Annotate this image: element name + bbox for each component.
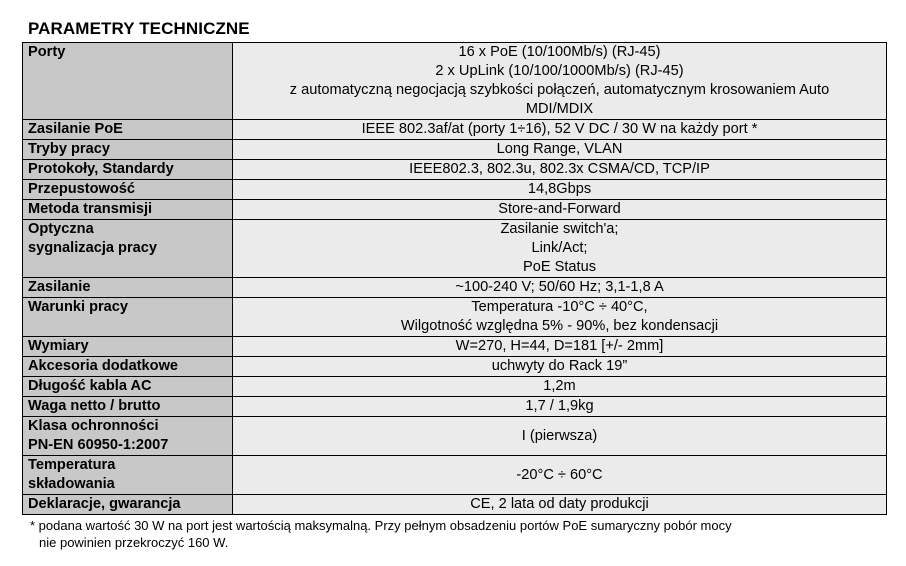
label-line: Temperatura [28, 457, 116, 473]
value-line: IEEE802.3, 802.3u, 802.3x CSMA/CD, TCP/IP [409, 161, 710, 177]
footnote-line: * podana wartość 30 W na port jest wartością maksymalną. Przy pełnym obsadzeniu portów PoE sumaryczny pobór mocy [30, 518, 732, 533]
label-line: Akcesoria dodatkowe [28, 358, 179, 374]
row-value [233, 357, 887, 377]
label-line: składowania [28, 476, 115, 492]
row-value [233, 120, 887, 140]
value-line: PoE Status [522, 259, 596, 275]
row-label [23, 200, 233, 220]
row-label [23, 456, 233, 495]
row-label [23, 417, 233, 456]
table-row [23, 456, 887, 495]
table-row [23, 220, 887, 278]
table-row [23, 43, 887, 120]
row-value [233, 417, 887, 456]
row-value [233, 377, 887, 397]
row-label [23, 120, 233, 140]
label-line: Zasilanie PoE [28, 121, 123, 137]
row-label [23, 180, 233, 200]
table-row [23, 140, 887, 160]
label-line: Optyczna [28, 221, 94, 237]
label-line: Tryby pracy [28, 141, 110, 157]
label-line: Deklaracje, gwarancja [28, 496, 181, 512]
value-line: uchwyty do Rack 19” [491, 358, 628, 374]
row-label [23, 377, 233, 397]
table-row [23, 377, 887, 397]
value-line: I (pierwsza) [521, 427, 598, 444]
row-value [233, 456, 887, 495]
value-line: Long Range, VLAN [496, 141, 623, 157]
table-row [23, 120, 887, 140]
row-value [233, 495, 887, 515]
label-line: Długość kabla AC [28, 378, 152, 394]
table-row [23, 397, 887, 417]
label-line: Waga netto / brutto [28, 398, 161, 414]
value-line: ~100-240 V; 50/60 Hz; 3,1-1,8 A [455, 279, 664, 295]
row-label [23, 397, 233, 417]
row-value [233, 337, 887, 357]
value-line: IEEE 802.3af/at (porty 1÷16), 52 V DC / 30 W na każdy port * [361, 121, 758, 137]
row-label [23, 160, 233, 180]
table-row [23, 337, 887, 357]
specifications-table [22, 42, 887, 515]
value-line: CE, 2 lata od daty produkcji [470, 496, 649, 512]
row-label [23, 337, 233, 357]
label-line: Protokoły, Standardy [28, 161, 174, 177]
value-line: Temperatura -10°C ÷ 40°C, [471, 299, 648, 315]
footnote [30, 517, 732, 551]
row-label [23, 220, 233, 278]
label-line: Wymiary [28, 338, 89, 354]
table-row [23, 200, 887, 220]
value-line: 1,7 / 1,9kg [525, 398, 594, 414]
value-line: Zasilanie switch'a; [500, 221, 619, 237]
row-value [233, 140, 887, 160]
row-value [233, 180, 887, 200]
table-row [23, 160, 887, 180]
value-line: 14,8Gbps [527, 181, 592, 197]
table-row [23, 180, 887, 200]
table-row [23, 417, 887, 456]
value-line: 16 x PoE (10/100Mb/s) (RJ-45) [458, 44, 661, 60]
label-line: sygnalizacja pracy [28, 240, 157, 256]
value-line: -20°C ÷ 60°C [516, 466, 603, 483]
row-value [233, 160, 887, 180]
row-label [23, 298, 233, 337]
value-line: Wilgotność względna 5% - 90%, bez kondensacji [400, 318, 719, 334]
row-value [233, 43, 887, 120]
row-label [23, 357, 233, 377]
row-label [23, 43, 233, 120]
label-line: Metoda transmisji [28, 201, 153, 217]
footnote-line: nie powinien przekroczyć 160 W. [39, 535, 229, 550]
label-line: Warunki pracy [28, 299, 129, 315]
section-title: PARAMETRY TECHNICZNE [28, 19, 250, 38]
label-line: Zasilanie [28, 279, 91, 295]
table-row [23, 357, 887, 377]
value-line: W=270, H=44, D=181 [+/- 2mm] [455, 338, 664, 354]
table-row [23, 495, 887, 515]
row-label [23, 140, 233, 160]
value-line: z automatyczną negocjacją szybkości połączeń, automatycznym krosowaniem Auto [289, 82, 830, 98]
value-line: Link/Act; [531, 240, 588, 256]
table-row [23, 278, 887, 298]
label-line: Przepustowość [28, 181, 136, 197]
row-label [23, 278, 233, 298]
row-value [233, 397, 887, 417]
value-line: 1,2m [543, 378, 576, 394]
label-line: PN-EN 60950-1:2007 [28, 437, 169, 453]
row-value [233, 200, 887, 220]
row-value [233, 298, 887, 337]
row-value [233, 220, 887, 278]
row-label [23, 495, 233, 515]
row-value [233, 278, 887, 298]
label-line: Klasa ochronności [28, 418, 159, 434]
value-line: MDI/MDIX [525, 101, 594, 117]
value-line: 2 x UpLink (10/100/1000Mb/s) (RJ-45) [435, 63, 684, 79]
table-row [23, 298, 887, 337]
label-line: Porty [28, 44, 66, 60]
value-line: Store-and-Forward [498, 201, 621, 217]
